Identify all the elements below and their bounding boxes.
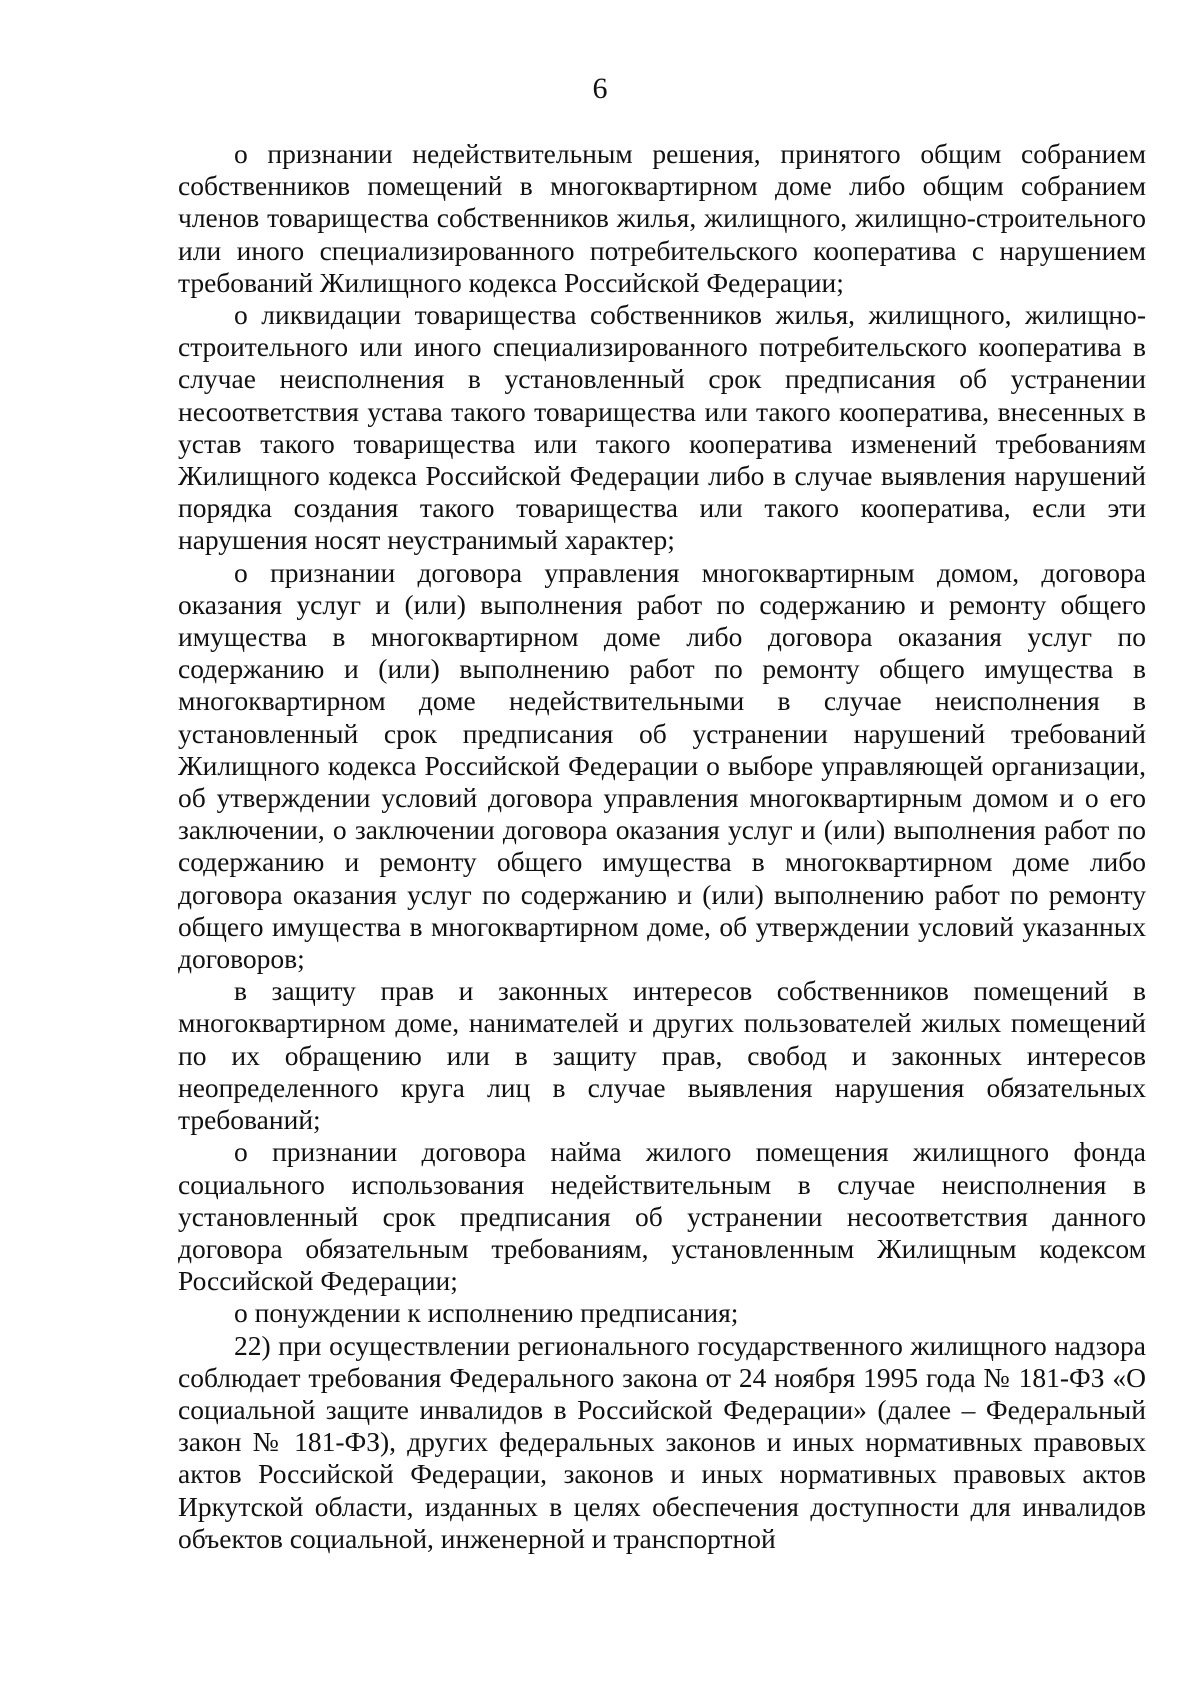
page-number: 6 bbox=[592, 72, 608, 105]
paragraph-management-contract: о признании договора управления многоквартирным домом, договора оказания услуг и (или) выполнения работ по содержанию и ремонту общего имущества в многоквартирном доме либо договора оказания услуг по содержанию и (или) выполнению работ по ремонту общего имущества в многоквартирном доме недействительными в случае неисполнения в установленный срок предписания об устранении нарушений требований Жилищного кодекса Российской Федерации о выборе управляющей организации, об утверждении условий договора управления многоквартирным домом и о его заключении, о заключении договора оказания услуг и (или) выполнения работ по содержанию и ремонту общего имущества в многоквартирном доме либо договора оказания услуг по содержанию и (или) выполнению работ по ремонту общего имущества в многоквартирном доме, об утверждении условий указанных договоров; bbox=[178, 556, 1146, 975]
paragraph-enforcement: о понуждении к исполнению предписания; bbox=[234, 1297, 739, 1329]
document-body bbox=[178, 138, 1146, 1555]
paragraph-protection-of-rights: в защиту прав и законных интересов собственников помещений в многоквартирном доме, нанимателей и других пользователей жилых помещений по их обращению или в защиту прав, свобод и законных интересов неопределенного круга лиц в случае выявления нарушения обязательных требований; bbox=[178, 975, 1146, 1136]
paragraph-liquidation: о ликвидации товарищества собственников жилья, жилищного, жилищно-строительного или иного специализированного потребительского кооператива в случае неисполнения в установленный срок предписания об устранении несоответствия устава такого товарищества или такого кооператива, внесенных в устав такого товарищества или такого кооператива изменений требованиям Жилищного кодекса Российской Федерации либо в случае выявления нарушений порядка создания такого товарищества или такого кооператива, если эти нарушения носят неустранимый характер; bbox=[178, 299, 1146, 556]
paragraph-rental-contract: о признании договора найма жилого помещения жилищного фонда социального использования недействительным в случае неисполнения в установленный срок предписания об устранении несоответствия данного договора обязательным требованиям, установленным Жилищным кодексом Российской Федерации; bbox=[178, 1136, 1146, 1297]
paragraph-invalid-decision: о признании недействительным решения, принятого общим собранием собственников помещений в многоквартирном доме либо общим собранием членов товарищества собственников жилья, жилищного, жилищно-строительного или иного специализированного потребительского кооператива с нарушением требований Жилищного кодекса Российской Федерации; bbox=[178, 138, 1146, 298]
paragraph-item-22: 22) при осуществлении регионального государственного жилищного надзора соблюдает требования Федерального закона от 24 ноября 1995 года № 181-ФЗ «О социальной защите инвалидов в Российской Федерации» (далее – Федеральный закон № 181-ФЗ), других федеральных законов и иных нормативных правовых актов Российской Федерации, законов и иных нормативных правовых актов Иркутской области, изданных в целях обеспечения доступности для инвалидов объектов социальной, инженерной и транспортной bbox=[178, 1329, 1146, 1554]
